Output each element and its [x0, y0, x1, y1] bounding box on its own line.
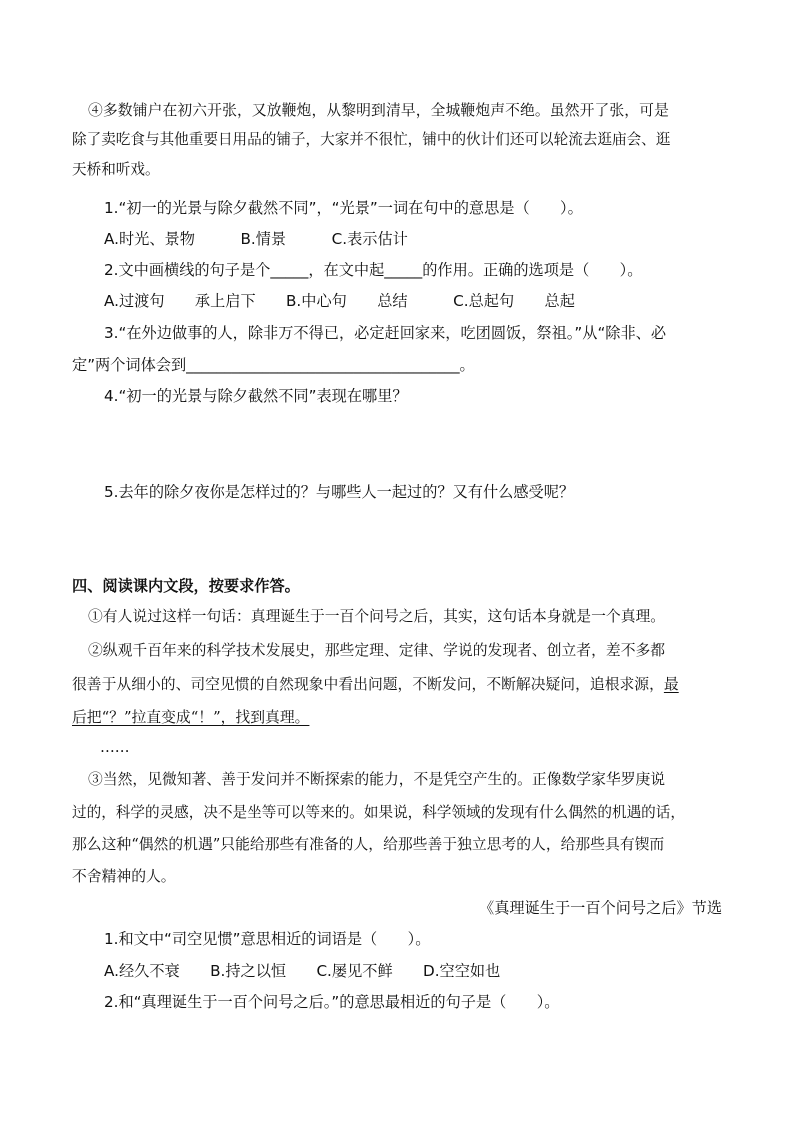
- passage-paragraph-2-line-2-text: 很善于从细小的、司空见惯的自然现象中看出问题，不断发问，不断解决疑问，追根求源，: [72, 676, 664, 693]
- section-4-question-1-options: A.经久不衰 B.持之以恒 C.屡见不鲜 D.空空如也: [104, 962, 501, 980]
- underlined-sentence-start: 最: [663, 676, 679, 693]
- passage-paragraph-2-line-1: ②纵观千百年来的科学技术发展史，那些定理、定律、学说的发现者、创立者，差不多都: [88, 642, 666, 659]
- question-3-line-2: 定”两个词体会到____________________________________。: [72, 356, 475, 374]
- question-3-line-1: 3.“在外边做事的人，除非万不得已，必定赶回家来，吃团圆饭，祭祖。”从“除非、必: [104, 324, 667, 342]
- passage-paragraph-3-line-4: 不舍精神的人。: [72, 868, 176, 885]
- passage-paragraph-4-line-2: 除了卖吃食与其他重要日用品的铺子，大家并不很忙，铺中的伙计们还可以轮流去逛庙会、逛: [72, 131, 671, 148]
- question-1-options: A.时光、景物 B.情景 C.表示估计: [104, 230, 408, 248]
- underlined-sentence-end: 后把“？”拉直变成“！”，找到真理。: [72, 709, 310, 726]
- question-4-stem: 4.“初一的光景与除夕截然不同”表现在哪里？: [104, 387, 408, 405]
- passage-paragraph-4-line-1: ④多数铺户在初六开张，又放鞭炮，从黎明到清早，全城鞭炮声不绝。虽然开了张，可是: [88, 102, 669, 119]
- question-2-options: A.过渡句 承上启下 B.中心句 总结 C.总起句 总起: [104, 292, 575, 310]
- question-5-stem: 5.去年的除夕夜你是怎样过的？与哪些人一起过的？又有什么感受呢？: [104, 483, 575, 501]
- section-4-question-1-stem: 1.和文中“司空见惯”意思相近的词语是（ ）。: [104, 930, 431, 948]
- question-2-stem: 2.文中画横线的句子是个_____，在文中起_____的作用。正确的选项是（ ）。: [104, 261, 643, 279]
- section-4-question-2-stem: 2.和“真理诞生于一百个问号之后。”的意思最相近的句子是（ ）。: [104, 993, 560, 1011]
- passage-paragraph-4-line-3: 天桥和听戏。: [72, 161, 160, 178]
- passage-paragraph-3-line-3: 那么这种“偶然的机遇”只能给那些有准备的人，给那些善于独立思考的人，给那些具有锲而: [72, 836, 665, 853]
- question-1-stem: 1.“初一的光景与除夕截然不同”，“光景”一词在句中的意思是（ ）。: [104, 199, 583, 217]
- passage-paragraph-3-line-1: ③当然，见微知著、善于发问并不断探索的能力，不是凭空产生的。正像数学家华罗庚说: [88, 771, 666, 788]
- passage-paragraph-1: ①有人说过这样一句话：真理诞生于一百个问号之后，其实，这句话本身就是一个真理。: [88, 608, 666, 625]
- passage-paragraph-3-line-2: 过的，科学的灵感，决不是坐等可以等来的。如果说，科学领域的发现有什么偶然的机遇的话，: [72, 804, 685, 821]
- passage-paragraph-2-line-2: [72, 675, 679, 695]
- ellipsis: ……: [100, 739, 130, 756]
- passage-source: 《真理诞生于一百个问号之后》节选: [479, 899, 722, 917]
- section-4-heading: 四、阅读课内文段，按要求作答。: [72, 577, 300, 595]
